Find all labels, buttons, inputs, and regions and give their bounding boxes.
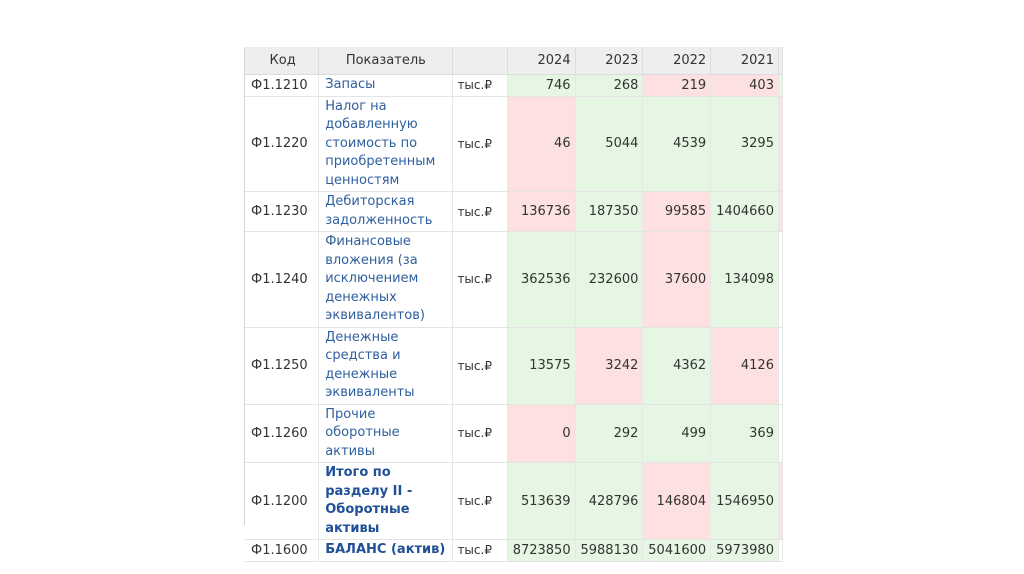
row-value-2023: 268	[575, 75, 643, 97]
row-value-2024: 8723850	[507, 540, 575, 562]
table-row	[245, 327, 783, 404]
row-overflow-cell	[778, 327, 782, 404]
row-indicator[interactable]: Прочие оборотные активы	[319, 404, 453, 463]
row-code: Ф1.1600	[245, 540, 319, 562]
row-unit: тыс.₽	[453, 327, 507, 404]
table-row	[245, 232, 783, 328]
table-row	[245, 404, 783, 463]
row-value-2023: 5988130	[575, 540, 643, 562]
header-year-2023[interactable]: 2023	[575, 47, 643, 75]
row-indicator[interactable]: Итого по разделу II - Оборотные активы	[319, 463, 453, 540]
row-overflow-cell	[778, 540, 782, 562]
row-code: Ф1.1250	[245, 327, 319, 404]
row-code: Ф1.1200	[245, 463, 319, 540]
row-value-2021: 5973980	[711, 540, 779, 562]
table-row	[245, 75, 783, 97]
row-indicator[interactable]: Денежные средства и денежные эквиваленты	[319, 327, 453, 404]
row-value-2022: 99585	[643, 192, 711, 232]
row-indicator[interactable]: Дебиторская задолженность	[319, 192, 453, 232]
row-value-2021: 3295	[711, 96, 779, 192]
row-unit: тыс.₽	[453, 232, 507, 328]
row-value-2024: 746	[507, 75, 575, 97]
row-unit: тыс.₽	[453, 96, 507, 192]
row-code: Ф1.1230	[245, 192, 319, 232]
table-row	[245, 192, 783, 232]
row-overflow-cell	[778, 404, 782, 463]
row-value-2024: 13575	[507, 327, 575, 404]
header-year-2021[interactable]: 2021	[711, 47, 779, 75]
row-value-2024: 0	[507, 404, 575, 463]
row-value-2021: 1546950	[711, 463, 779, 540]
row-value-2021: 403	[711, 75, 779, 97]
table-frame	[244, 47, 783, 558]
row-value-2021: 1404660	[711, 192, 779, 232]
row-overflow-cell	[778, 232, 782, 328]
row-value-2022: 4362	[643, 327, 711, 404]
row-indicator[interactable]: Финансовые вложения (за исключением денежных эквивалентов)	[319, 232, 453, 328]
row-overflow-cell	[778, 192, 782, 232]
row-value-2021: 4126	[711, 327, 779, 404]
row-indicator[interactable]: Запасы	[319, 75, 453, 97]
row-code: Ф1.1240	[245, 232, 319, 328]
row-overflow-cell	[778, 463, 782, 540]
row-value-2022: 37600	[643, 232, 711, 328]
row-indicator[interactable]: БАЛАНС (актив)	[319, 540, 453, 562]
row-value-2024: 46	[507, 96, 575, 192]
header-code[interactable]: Код	[245, 47, 319, 75]
balance-table	[245, 47, 783, 562]
row-value-2023: 232600	[575, 232, 643, 328]
header-year-2022[interactable]: 2022	[643, 47, 711, 75]
header-unit	[453, 47, 507, 75]
table-header-row	[245, 47, 783, 75]
row-overflow-cell	[778, 96, 782, 192]
row-code: Ф1.1220	[245, 96, 319, 192]
row-value-2023: 428796	[575, 463, 643, 540]
row-value-2021: 134098	[711, 232, 779, 328]
header-indicator[interactable]: Показатель	[319, 47, 453, 75]
row-unit: тыс.₽	[453, 75, 507, 97]
row-value-2023: 5044	[575, 96, 643, 192]
row-unit: тыс.₽	[453, 540, 507, 562]
row-value-2024: 362536	[507, 232, 575, 328]
table-row	[245, 540, 783, 562]
row-unit: тыс.₽	[453, 463, 507, 540]
row-unit: тыс.₽	[453, 192, 507, 232]
row-value-2022: 146804	[643, 463, 711, 540]
header-year-2024[interactable]: 2024	[507, 47, 575, 75]
row-code: Ф1.1260	[245, 404, 319, 463]
header-overflow	[778, 47, 782, 75]
row-value-2024: 136736	[507, 192, 575, 232]
table-row	[245, 96, 783, 192]
row-overflow-cell	[778, 75, 782, 97]
row-code: Ф1.1210	[245, 75, 319, 97]
row-value-2021: 369	[711, 404, 779, 463]
row-value-2024: 513639	[507, 463, 575, 540]
row-unit: тыс.₽	[453, 404, 507, 463]
row-value-2022: 4539	[643, 96, 711, 192]
row-value-2022: 5041600	[643, 540, 711, 562]
row-indicator[interactable]: Налог на добавленную стоимость по приобретенным ценностям	[319, 96, 453, 192]
table-body	[245, 75, 783, 562]
row-value-2022: 499	[643, 404, 711, 463]
table-row	[245, 463, 783, 540]
row-value-2023: 3242	[575, 327, 643, 404]
row-value-2022: 219	[643, 75, 711, 97]
row-value-2023: 292	[575, 404, 643, 463]
row-value-2023: 187350	[575, 192, 643, 232]
